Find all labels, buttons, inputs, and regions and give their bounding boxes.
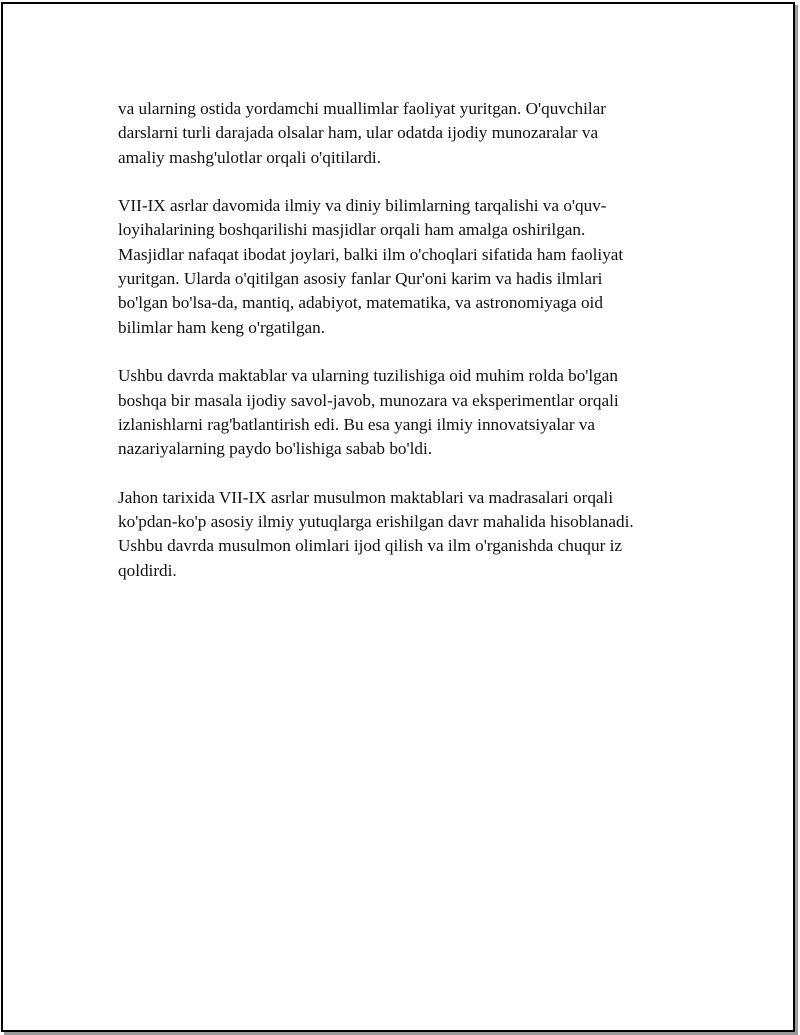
text-line: Ushbu davrda musulmon olimlari ijod qilish va ilm o'rganishda chuqur iz <box>118 536 623 556</box>
text-line: izlanishlarni rag'batlantirish edi. Bu esa yangi ilmiy innovatsiyalar va <box>118 414 596 434</box>
text-line: ko'pdan-ko'p asosiy ilmiy yutuqlarga erishilgan davr mahalida hisoblanadi. <box>118 512 634 532</box>
text-line: qoldirdi. <box>118 560 177 580</box>
text-line: loyihalarining boshqarilishi masjidlar orqali ham amalga oshirilgan. <box>118 220 586 240</box>
paragraph-4 <box>118 486 678 583</box>
text-line: Jahon tarixida VII-IX asrlar musulmon maktablari va madrasalari orqali <box>118 487 614 507</box>
text-line: va ularning ostida yordamchi muallimlar faoliyat yuritgan. O'quvchilar <box>118 99 607 118</box>
paragraph-3 <box>118 364 678 461</box>
text-line: VII-IX asrlar davomida ilmiy va diniy bilimlarning tarqalishi va o'quv- <box>118 196 607 216</box>
text-line: bilimlar ham keng o'rgatilgan. <box>118 317 326 337</box>
text-line: nazariyalarning paydo bo'lishiga sabab bo'ldi. <box>118 439 433 459</box>
text-line: darslarni turli darajada olsalar ham, ular odatda ijodiy munozaralar va <box>118 123 599 143</box>
document-body <box>118 97 678 607</box>
paragraph-1 <box>118 97 678 170</box>
paragraph-2 <box>118 194 678 340</box>
text-line: bo'lgan bo'lsa-da, mantiq, adabiyot, matematika, va astronomiyaga oid <box>118 293 603 313</box>
text-line: Ushbu davrda maktablar va ularning tuzilishiga oid muhim rolda bo'lgan <box>118 366 618 386</box>
text-line: boshqa bir masala ijodiy savol-javob, munozara va eksperimentlar orqali <box>118 390 619 410</box>
document-page <box>1 2 795 1032</box>
text-line: Masjidlar nafaqat ibodat joylari, balki ilm o'choqlari sifatida ham faoliyat <box>118 244 624 264</box>
text-line: yuritgan. Ularda o'qitilgan asosiy fanlar Qur'oni karim va hadis ilmlari <box>118 269 603 289</box>
text-line: amaliy mashg'ulotlar orqali o'qitilardi. <box>118 147 381 167</box>
